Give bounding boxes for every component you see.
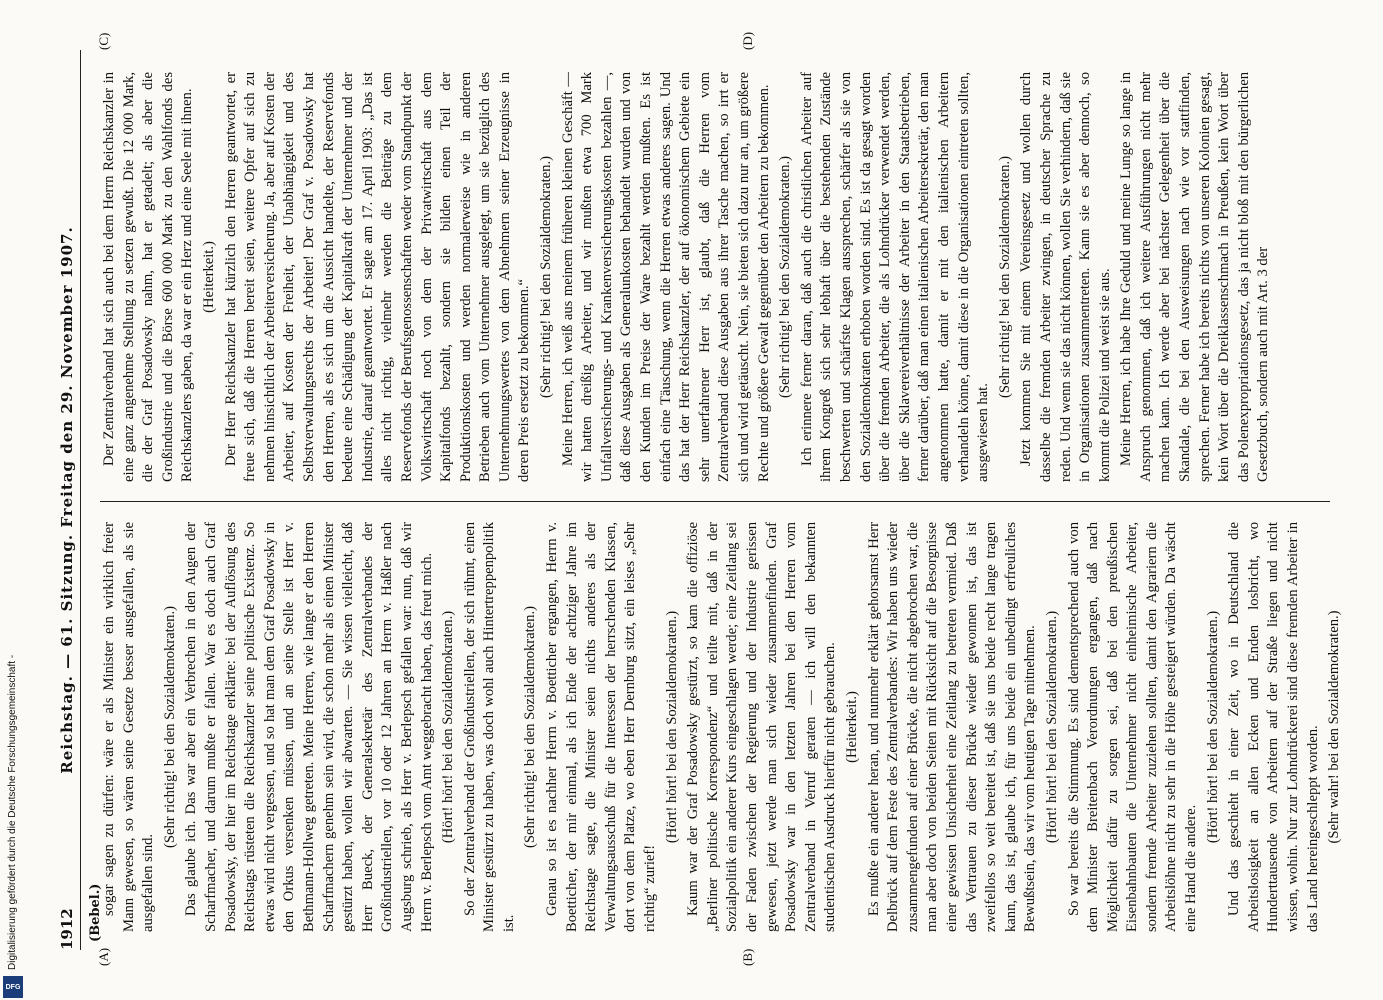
paragraph: So der Zentralverband der Großindustriellen, der sich rühmt, einen Minister gestürzt zu haben, was doch wohl auch Hintertreppenpolitik ist. bbox=[461, 522, 517, 932]
margin-mark-b: (B) bbox=[740, 948, 755, 966]
header-rule bbox=[80, 50, 81, 950]
interjection: (Sehr richtig! bei den Sozialdemokraten.) bbox=[161, 606, 178, 848]
paragraph: Meine Herren, ich weiß aus meinem früheren kleinen Geschäft — wir hatten dreißig Arbeiter, und wir mußten etwa 700 Mark Unfallversicherungs- und Krankenversicherungskosten bezahlen —, daß diese Ausgaben als Generalunkosten behandelt wurden und von den Kunden im Preise der Ware bezahlt werden mußten. Es ist einfach eine Täuschung, wenn die Herren etwas anderes sagen. Und das hat der Herr Reichskanzler, der auf ökonomischem Gebiete ein sehr unerfahrener Herr ist, glaubt, daß die Herren vom Zentralverband diese Ausgaben aus ihrer Tasche machen, so irrt er sich und wird getäuscht. Nein, sie bieten sich dazu nur an, um größere Rechte und größere Gewalt gegenüber den Arbeitern zu bekommen. bbox=[559, 72, 772, 482]
interjection: (Heiterkeit.) bbox=[200, 241, 217, 313]
interjection: (Sehr richtig! bei den Sozialdemokraten.) bbox=[996, 156, 1013, 398]
paragraph: Der Herr Reichskanzler hat kürzlich den Herren geantwortet, er freue sich, daß die Herren bereit seien, weitere Opfer auf sich zu nehmen hinsichtlich der Arbeiterversicherung. Ja, aber auf Kosten der Arbeiter, auf Kosten der Freiheit, der Unabhängigkeit und des Selbstverwaltungsrechts der Arbeiter! Der Graf v. Posadowsky hat den Herren, als es sich um die Aussicht handelte, der Reservefonds bedeute eine Schädigung der Kapitalkraft der Unternehmer und der Industrie, darauf geantwortet. Er sagte am 17. April 1903: „Das ist alles nicht richtig, vielmehr werden die Beiträge zu dem Reservefonds der Berufsgenossenschaften weder vom Standpunkt der Volkswirtschaft noch von dem der Privatwirtschaft aus dem Kapitalfonds bezahlt, sondern sie bilden einen Teil der Produktionskosten und werden normalerweise wie in anderen Betrieben auch vom Unternehmer ausgelegt, um sie bezüglich des Unternehmungswertes von dem Abnehmern seiner Erzeugnisse in deren Preis ersetzt zu bekommen.“ bbox=[222, 72, 533, 482]
interjection: (Sehr wahr! bei den Sozialdemokraten.) bbox=[1326, 610, 1343, 844]
paragraph: Meine Herren, ich habe Ihre Geduld und meine Lunge so lange in Anspruch genommen, daß ich weitere Ausführungen nicht mehr machen kann. Ich werde aber bei nächster Gelegenheit über die Skandale, die bei den Ausweisungen nach wie vor stattfinden, sprechen. Ferner habe ich bereits nichts von unseren Kolonien gesagt, kein Wort über die Dreiklassenschmach in Preußen, kein Wort über das Polenexpropriationsgesetz, das ja nicht bloß mit den bürgerlichen Gesetzbuch, sondern auch mit Art. 3 der bbox=[1118, 72, 1272, 482]
paragraph: Kaum war der Graf Posadowsky gestürzt, so kam die offiziöse „Berliner politische Korrespondenz“ und teilte mit, daß in der Sozialpolitik ein anderer Kurs eingeschlagen werde; eine Zeitlang sei der Faden zwischen der Regierung und der Industrie gerissen gewesen, jetzt werde man sich wieder zusammenfinden. Graf Posadowsky war in den letzten Jahren bei den Herren vom Zentralverband in Verruf geraten — ich will den bekannten studentischen Ausdruck hierfür nicht gebrauchen. bbox=[685, 522, 839, 932]
paragraph: Der Zentralverband hat sich auch bei dem Herrn Reichskanzler in eine ganz angenehme Stellung zu setzen gewußt. Die 12 000 Mark, die der Graf Posadowsky nahm, hat er getadelt; als aber die Großindustrie und die Börse 600 000 Mark zu den Wahlfonds des Reichskanzlers gaben, da war er ein Herz und eine Seele mit ihnen. bbox=[101, 72, 196, 482]
page-title: Reichstag. — 61. Sitzung. Freitag den 29. November 1907. bbox=[58, 226, 76, 774]
speaker-label: (Bebel.) bbox=[88, 883, 103, 942]
interjection: (Hört! hört! bei den Sozialdemokraten.) bbox=[1043, 610, 1060, 844]
left-column bbox=[100, 522, 1343, 932]
interjection: (Hört! hört! bei den Sozialdemokraten.) bbox=[1204, 610, 1221, 844]
digitization-sidebar bbox=[0, 0, 28, 1000]
paragraph: sogar sagen zu dürfen: wäre er als Minister ein wirklich freier Mann gewesen, so wären seine Gesetze besser ausgefallen, als sie ausgefallen sind. bbox=[101, 522, 157, 932]
page-number: 1912 bbox=[58, 908, 76, 950]
interjection: (Heiterkeit.) bbox=[843, 691, 860, 763]
interjection: (Hört! hört! bei den Sozialdemokraten.) bbox=[663, 610, 680, 844]
margin-mark-d: (D) bbox=[740, 31, 755, 50]
interjection: (Sehr richtig! bei den Sozialdemokraten.) bbox=[522, 606, 539, 848]
dfg-logo: DFG bbox=[3, 976, 23, 998]
margin-mark-c: (C) bbox=[96, 32, 111, 50]
column-divider bbox=[100, 501, 1330, 502]
interjection: (Sehr richtig! bei den Sozialdemokraten.) bbox=[538, 156, 555, 398]
dfg-credit-text: Digitalisierung gefördert durch die Deutsche Forschungsgemeinschaft - bbox=[7, 654, 18, 970]
right-column bbox=[100, 72, 1330, 482]
paragraph: Ich erinnere ferner daran, daß auch die christlichen Arbeiter auf ihrem Kongreß sich sehr lebhaft über die bestehenden Zustände beschwerten und schärfste Klagen aussprechen, schärfer als sie von den Sozialdemokraten erhoben worden sind. Es ist da gesagt worden über die fremden Arbeiter, die als Lohndrücker verwendet werden, über die Sklavereiverhältnisse der Arbeiter in den Staatsbetrieben, ferner darüber, daß man einen italienischen Arbeitersekretär, den man angenommen hatte, damit er mit den italienischen Arbeitern verhandeln könne, damit diese in die Organisationen eintreten sollten, ausgewiesen hat. bbox=[798, 72, 992, 482]
paragraph: So war bereits die Stimmung. Es sind dementsprechend auch von dem Minister Breitenbach Verordnungen ergangen, daß nach Möglichkeit dafür zu sorgen sei, daß bei den preußischen Eisenbahnbauten die Unternehmer nicht einheimische Arbeiter, sondern fremde Arbeiter zuziehen sollten, damit den Agrariern die Arbeitslöhne nicht zu sehr in die Höhe gesteigert würden. Da wäscht eine Hand die andere. bbox=[1065, 522, 1200, 932]
interjection: (Sehr richtig! bei den Sozialdemokraten.) bbox=[777, 156, 794, 398]
interjection: (Hört! hört! bei den Sozialdemokraten.) bbox=[440, 610, 457, 844]
paragraph: Es mußte ein anderer heran, und nunmehr erklärt gehorsamst Herr Delbrück auf dem Feste des Zentralverbandes: Wir haben uns wieder zusammengefunden auf einer Brücke, die nicht abgebrochen war, die man aber doch von beiden Seiten mit Rücksicht auf die Besorgnisse einer gewissen Unsicherheit eine Zeitlang zu betreten vermied. Daß das Vertrauen zu dieser Brücke wieder gewonnen ist, das ist zweifellos so weit bereitet ist, daß sie uns beide recht lange tragen kann, das ist, glaube ich, für uns beide ein unbedingt erfreuliches Bewußtsein, das wir vom heutigen Tage mitnehmen. bbox=[865, 522, 1039, 932]
page-header bbox=[58, 50, 88, 950]
paragraph: Jetzt kommen Sie mit einem Vereinsgesetz und wollen durch dasselbe die fremden Arbeiter zwingen, in deutscher Sprache zu reden. Und wenn sie das nicht können, wollen Sie verhindern, daß sie in Organisationen zusammentreten. Kann sie es aber dennoch, so kommt die Polizei und weist sie aus. bbox=[1018, 72, 1113, 482]
margin-mark-a: (A) bbox=[96, 947, 111, 966]
paragraph: Und das geschieht in einer Zeit, wo in Deutschland die Arbeitslosigkeit an allen Ecken und Enden losbricht, wo Hunderttausende von Arbeitern auf der Straße liegen und nicht wissen, wohin. Nur zur Lohndrückerei sind diese fremden Arbeiter in das Land hereingeschleppt worden. bbox=[1226, 522, 1321, 932]
paragraph: Das glaube ich. Das war aber ein Verbrechen in den Augen der Scharfmacher, und darum mußte er fallen. War es doch auch Graf Posadowsky, der hier im Reichstage erklärte: bei der Auflösung des Reichstags rüsteten die Reichskanzler seine politische Existenz. So etwas wird nicht vergessen, und so hat man dem Graf Posadowsky in den Orkus versenken müssen, und an seine Stelle ist Herr v. Bethmann-Hollweg getreten. Meine Herren, wie lange er den Herren Scharfmachern genehm sein wird, die schon mehr als einen Minister gestürzt haben, wollen wir abwarten. — Sie wissen vielleicht, daß Herr Bueck, der Generalsekretär des Zentralverbandes der Großindustriellen, vor 10 oder 12 Jahren an Herrn v. Haßler nach Augsburg schrieb, als Herr v. Berlepsch gefallen war: nun, daß wir Herrn v. Berlepsch vom Amt weggebracht haben, das freut mich. bbox=[183, 522, 435, 932]
paragraph: Genau so ist es nachher Herrn v. Boetticher ergangen, Herrn v. Boetticher, der mir einmal, als ich Ende der achtziger Jahre im Reichstage sagte, die Minister seien nichts anderes als der Verwaltungsausschuß für die Interessen der herrschenden Klassen, dort von dem Platze, wo eben Herr Dernburg sitzt, ein leises „Sehr richtig“ zurief! bbox=[544, 522, 659, 932]
